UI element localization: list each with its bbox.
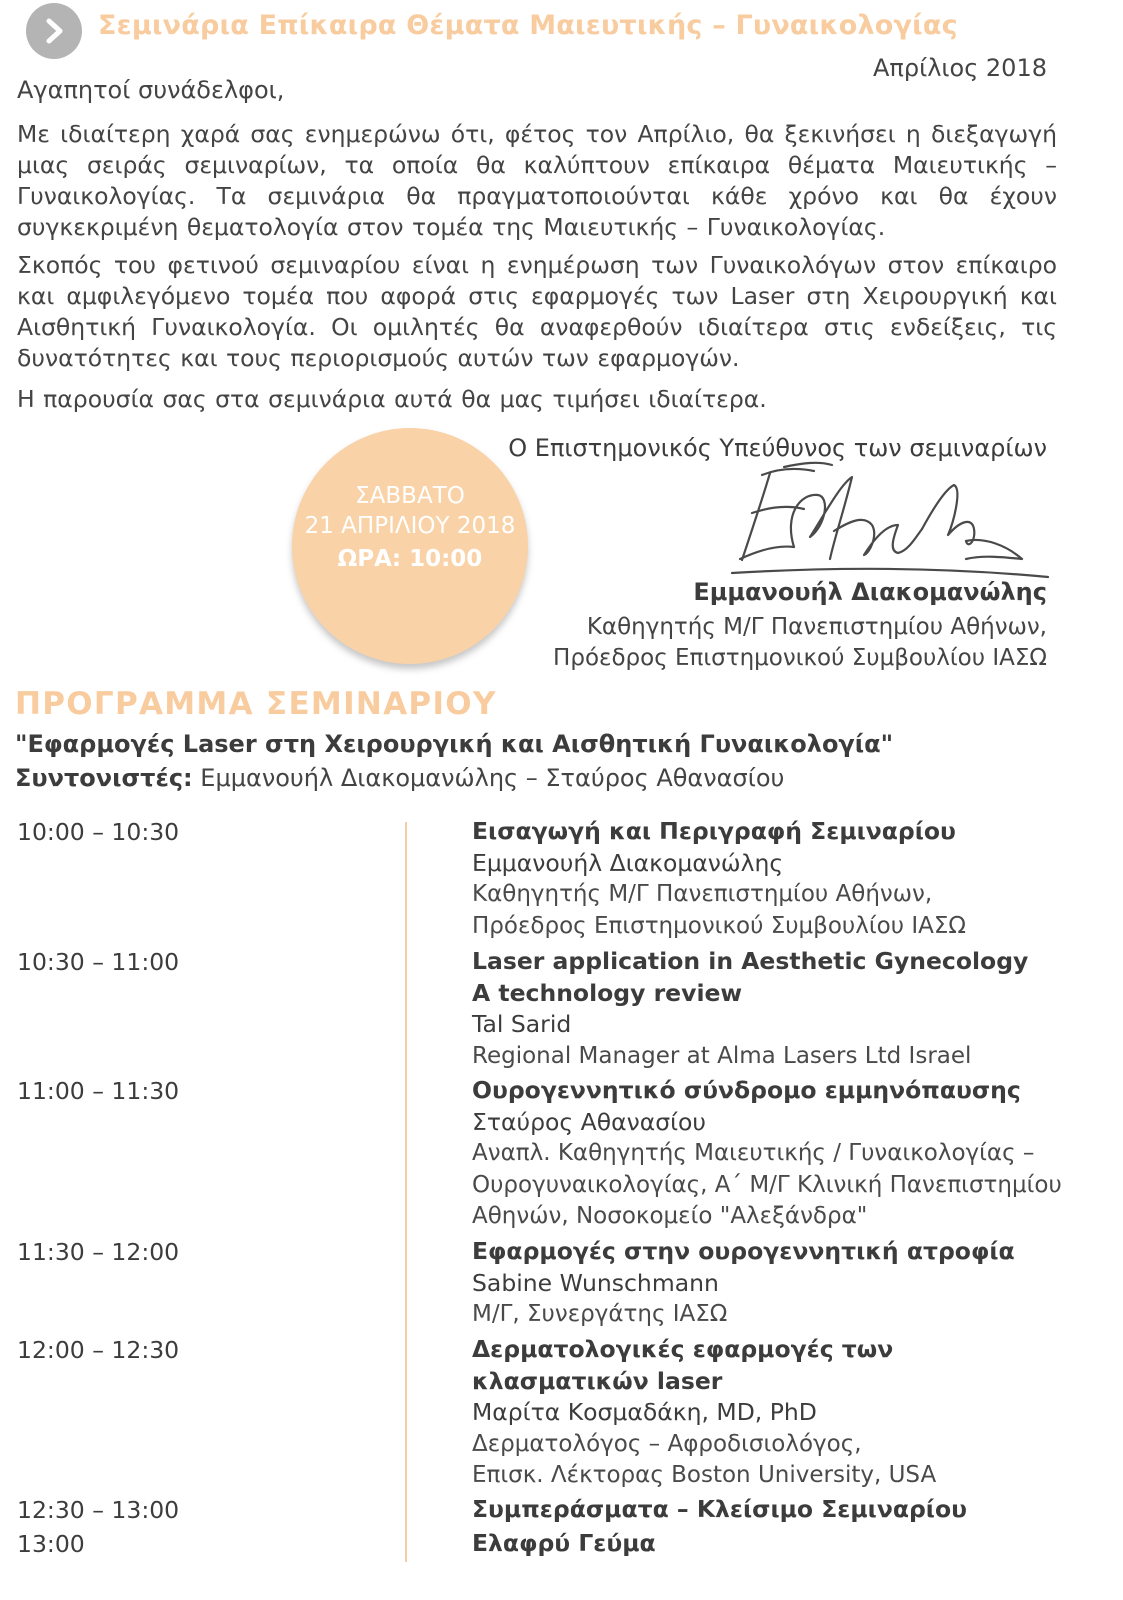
- session-affiliation: Δερματολόγος – Αφροδισιολόγος,: [472, 1430, 862, 1457]
- session-time: 12:30 – 13:00: [17, 1496, 180, 1524]
- session: [472, 1528, 1112, 1560]
- session-title: A technology review: [472, 978, 743, 1007]
- session-title: Ελαφρύ Γεύμα: [472, 1529, 656, 1557]
- session-title: Δερματολογικές εφαρμογές των: [472, 1335, 894, 1363]
- coordinators-label: Συντονιστές:: [15, 764, 193, 792]
- session-speaker: Sabine Wunschmann: [472, 1268, 719, 1297]
- session-speaker: Εμμανουήλ Διακομανώλης: [472, 848, 784, 877]
- session: [472, 946, 1112, 1072]
- session-time: 10:00 – 10:30: [17, 818, 180, 846]
- session-time: 11:00 – 11:30: [17, 1077, 180, 1105]
- event-time: ΩΡΑ: 10:00: [337, 546, 483, 572]
- event-date: 21 ΑΠΡΙΛΙΟΥ 2018: [304, 513, 516, 539]
- schedule-divider: [405, 822, 407, 1562]
- session-time: 12:00 – 12:30: [17, 1336, 180, 1364]
- session: [472, 1334, 1112, 1492]
- event-date-badge: [292, 428, 528, 664]
- signer-name: Εμμανουήλ Διακομανώλης: [693, 578, 1047, 606]
- session-speaker: Μαρίτα Κοσμαδάκη, MD, PhD: [472, 1398, 817, 1426]
- program-coordinators: [15, 764, 784, 792]
- session: [472, 1494, 1112, 1526]
- session-affiliation: Επισκ. Λέκτορας Boston University, USA: [472, 1462, 937, 1488]
- session-affiliation: Regional Manager at Alma Lasers Ltd Israel: [472, 1042, 972, 1069]
- session-time: 13:00: [17, 1530, 85, 1558]
- signer-role: Πρόεδρος Επιστημονικού Συμβουλίου ΙΑΣΩ: [553, 645, 1047, 671]
- session-title: Εισαγωγή και Περιγραφή Σεμιναρίου: [472, 817, 956, 845]
- session-title: Laser application in Aesthetic Gynecology: [472, 947, 1029, 975]
- letter-paragraph-3: Η παρουσία σας στα σεμινάρια αυτά θα μας τιμήσει ιδιαίτερα.: [17, 385, 767, 413]
- session: [472, 816, 1112, 942]
- session-title: Συμπεράσματα – Κλείσιμο Σεμιναρίου: [472, 1495, 967, 1523]
- session-affiliation: Πρόεδρος Επιστημονικού Συμβουλίου ΙΑΣΩ: [472, 912, 966, 939]
- event-day: ΣΑΒΒΑΤΟ: [355, 483, 465, 509]
- coordinators-names: Εμμανουήλ Διακομανώλης – Σταύρος Αθανασίου: [200, 764, 785, 792]
- program-heading: ΠΡΟΓΡΑΜΜΑ ΣΕΜΙΝΑΡΙΟΥ: [15, 686, 497, 722]
- session: [472, 1236, 1112, 1331]
- letter-date: Απρίλιος 2018: [872, 54, 1047, 82]
- session-time: 10:30 – 11:00: [17, 948, 180, 976]
- session-affiliation: Ουρογυναικολογίας, Α΄ Μ/Γ Κλινική Πανεπιστημίου: [472, 1171, 1062, 1198]
- session-speaker: Tal Sarid: [472, 1010, 572, 1038]
- page-title: Σεμινάρια Επίκαιρα Θέματα Μαιευτικής – Γυναικολογίας: [98, 10, 958, 41]
- session: [472, 1075, 1112, 1233]
- handwritten-signature: [722, 455, 1052, 585]
- letter-paragraph-1: Με ιδιαίτερη χαρά σας ενημερώνω ότι, φέτος τον Απρίλιο, θα ξεκινήσει η διεξαγωγή μιας σειράς σεμιναρίων, τα οποία θα καλύπτουν επίκαιρα θέματα Μαιευτικής – Γυναικολογίας. Τα σεμινάρια θα πραγματοποιούνται κάθε χρόνο και θα έχουν συγκεκριμένη θεματολογία στον τομέα της Μαιευτικής – Γυναικολογίας.: [17, 120, 1057, 241]
- session-title: Ουρογεννητικό σύνδρομο εμμηνόπαυσης: [472, 1076, 1021, 1104]
- session-affiliation: Μ/Γ, Συνεργάτης ΙΑΣΩ: [472, 1301, 728, 1327]
- signer-role: Καθηγητής Μ/Γ Πανεπιστημίου Αθήνων,: [586, 614, 1047, 640]
- program-title: "Εφαρμογές Laser στη Χειρουργική και Αισθητική Γυναικολογία": [15, 730, 894, 758]
- session-affiliation: Αναπλ. Καθηγητής Μαιευτικής / Γυναικολογίας –: [472, 1140, 1035, 1166]
- session-title: Εφαρμογές στην ουρογεννητική ατροφία: [472, 1237, 1015, 1265]
- letter-paragraph-2: Σκοπός του φετινού σεμιναρίου είναι η ενημέρωση των Γυναικολόγων στον επίκαιρο και αμφιλεγόμενο τομέα που αφορά στις εφαρμογές των Laser στη Χειρουργική και Αισθητική Γυναικολογία. Οι ομιλητές θα αναφερθούν ιδιαίτερα στις ενδείξεις, τις δυνατότητες και τους περιορισμούς αυτών των εφαρμογών.: [17, 251, 1057, 372]
- session-affiliation: Καθηγητής Μ/Γ Πανεπιστημίου Αθήνων,: [472, 881, 933, 907]
- session-title: κλασματικών laser: [472, 1366, 723, 1395]
- letter-greeting: Αγαπητοί συνάδελφοι,: [17, 76, 285, 104]
- session-speaker: Σταύρος Αθανασίου: [472, 1107, 707, 1136]
- signoff-line: Ο Επιστημονικός Υπεύθυνος των σεμιναρίων: [508, 434, 1047, 462]
- session-affiliation: Αθηνών, Νοσοκομείο "Αλεξάνδρα": [472, 1203, 868, 1229]
- session-time: 11:30 – 12:00: [17, 1238, 180, 1266]
- chevron-right-icon: [26, 3, 82, 59]
